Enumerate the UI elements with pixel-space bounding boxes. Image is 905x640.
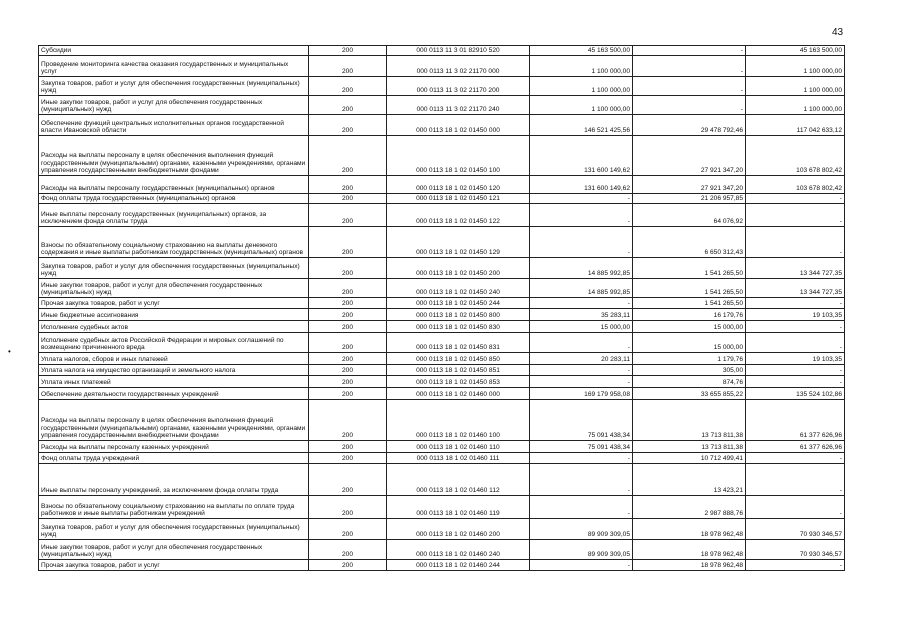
row-approved-amount: 146 521 425,56 (530, 115, 633, 136)
row-budget-classification-code: 000 0113 18 1 02 01460 111 (387, 453, 530, 464)
row-line-code: 200 (309, 353, 387, 365)
row-budget-classification-code: 000 0113 18 1 02 01460 240 (387, 540, 530, 560)
row-budget-classification-code: 000 0113 18 1 02 01450 244 (387, 298, 530, 309)
table-row (39, 258, 845, 279)
row-unexecuted-amount: 70 930 346,57 (746, 519, 845, 540)
row-unexecuted-amount: 13 344 727,35 (746, 258, 845, 279)
row-approved-amount: - (530, 204, 633, 227)
row-executed-amount: 1 179,76 (633, 353, 746, 365)
row-budget-classification-code: 000 0113 18 1 02 01450 120 (387, 176, 530, 194)
row-approved-amount: 45 163 500,00 (530, 46, 633, 56)
row-approved-amount: 131 600 149,62 (530, 136, 633, 176)
table-row (39, 96, 845, 115)
row-name: Взносы по обязательному социальному страхованию на выплаты по оплате труда работников и иные выплаты работникам учреждений (39, 496, 309, 519)
row-line-code: 200 (309, 560, 387, 571)
table-row (39, 400, 845, 441)
row-budget-classification-code: 000 0113 18 1 02 01450 800 (387, 309, 530, 321)
row-line-code: 200 (309, 96, 387, 115)
row-executed-amount: 64 076,92 (633, 204, 746, 227)
row-budget-classification-code: 000 0113 11 3 02 21170 200 (387, 77, 530, 96)
row-name: Иные закупки товаров, работ и услуг для обеспечения государственных (муниципальных) нужд (39, 279, 309, 298)
row-unexecuted-amount: 135 524 102,86 (746, 388, 845, 400)
row-name: Исполнение судебных актов (39, 321, 309, 333)
row-approved-amount: - (530, 464, 633, 496)
row-name: Расходы на выплаты персоналу в целях обеспечения выполнения функций государственными (муниципальными) органами, казенными учреждениями, органами управления государственными внебюджетными фондами (39, 400, 309, 441)
row-line-code: 200 (309, 376, 387, 388)
row-budget-classification-code: 000 0113 18 1 02 01450 122 (387, 204, 530, 227)
row-budget-classification-code: 000 0113 18 1 02 01450 850 (387, 353, 530, 365)
row-name: Иные закупки товаров, работ и услуг для обеспечения государственных (муниципальных) нужд (39, 96, 309, 115)
row-budget-classification-code: 000 0113 18 1 02 01460 244 (387, 560, 530, 571)
row-executed-amount: 29 478 792,46 (633, 115, 746, 136)
row-approved-amount: - (530, 194, 633, 204)
row-unexecuted-amount: - (746, 204, 845, 227)
row-budget-classification-code: 000 0113 18 1 02 01450 240 (387, 279, 530, 298)
row-line-code: 200 (309, 496, 387, 519)
table-row (39, 519, 845, 540)
row-budget-classification-code: 000 0113 18 1 02 01460 112 (387, 464, 530, 496)
row-line-code: 200 (309, 258, 387, 279)
row-executed-amount: 15 000,00 (633, 321, 746, 333)
row-unexecuted-amount: - (746, 376, 845, 388)
table-row (39, 560, 845, 571)
row-budget-classification-code: 000 0113 18 1 02 01450 851 (387, 365, 530, 376)
table-row (39, 176, 845, 194)
row-budget-classification-code: 000 0113 18 1 02 01450 853 (387, 376, 530, 388)
table-row (39, 464, 845, 496)
row-unexecuted-amount: 103 678 802,42 (746, 136, 845, 176)
row-budget-classification-code: 000 0113 18 1 02 01450 100 (387, 136, 530, 176)
row-line-code: 200 (309, 309, 387, 321)
row-approved-amount: - (530, 376, 633, 388)
row-executed-amount: 1 541 265,50 (633, 258, 746, 279)
row-line-code: 200 (309, 176, 387, 194)
row-name: Фонд оплаты труда учреждений (39, 453, 309, 464)
row-executed-amount: 27 921 347,20 (633, 136, 746, 176)
row-unexecuted-amount: 103 678 802,42 (746, 176, 845, 194)
row-line-code: 200 (309, 333, 387, 353)
table-row (39, 227, 845, 258)
row-line-code: 200 (309, 441, 387, 453)
row-budget-classification-code: 000 0113 18 1 02 01460 119 (387, 496, 530, 519)
row-executed-amount: 18 978 962,48 (633, 519, 746, 540)
row-approved-amount: 1 100 000,00 (530, 56, 633, 77)
row-unexecuted-amount: 19 103,35 (746, 353, 845, 365)
row-name: Субсидии (39, 46, 309, 56)
row-approved-amount: - (530, 365, 633, 376)
row-line-code: 200 (309, 227, 387, 258)
row-unexecuted-amount: - (746, 496, 845, 519)
row-unexecuted-amount: 70 930 346,57 (746, 540, 845, 560)
row-executed-amount: 18 978 962,48 (633, 540, 746, 560)
row-line-code: 200 (309, 77, 387, 96)
row-name: Иные выплаты персоналу учреждений, за исключением фонда оплаты труда (39, 464, 309, 496)
row-line-code: 200 (309, 400, 387, 441)
row-budget-classification-code: 000 0113 18 1 02 01460 110 (387, 441, 530, 453)
row-name: Обеспечение деятельности государственных учреждений (39, 388, 309, 400)
row-name: Закупка товаров, работ и услуг для обеспечения государственных (муниципальных) нужд (39, 77, 309, 96)
row-budget-classification-code: 000 0113 18 1 02 01450 000 (387, 115, 530, 136)
row-line-code: 200 (309, 194, 387, 204)
row-approved-amount: 14 885 992,85 (530, 279, 633, 298)
row-unexecuted-amount: 19 103,35 (746, 309, 845, 321)
row-name: Расходы на выплаты персоналу в целях обеспечения выполнения функций государственными (муниципальными) органами, казенными учреждениями, органами управления государственными внебюджетными фондами (39, 136, 309, 176)
row-executed-amount: 27 921 347,20 (633, 176, 746, 194)
row-approved-amount: 131 600 149,62 (530, 176, 633, 194)
scan-dot: • (8, 347, 11, 356)
row-executed-amount: 1 541 265,50 (633, 279, 746, 298)
row-budget-classification-code: 000 0113 18 1 02 01460 000 (387, 388, 530, 400)
row-name: Закупка товаров, работ и услуг для обеспечения государственных (муниципальных) нужд (39, 258, 309, 279)
row-budget-classification-code: 000 0113 18 1 02 01450 121 (387, 194, 530, 204)
row-budget-classification-code: 000 0113 11 3 02 21170 000 (387, 56, 530, 77)
row-unexecuted-amount: - (746, 298, 845, 309)
table-row (39, 540, 845, 560)
row-budget-classification-code: 000 0113 18 1 02 01460 200 (387, 519, 530, 540)
row-unexecuted-amount: - (746, 194, 845, 204)
table-row (39, 333, 845, 353)
budget-table (38, 45, 845, 571)
row-approved-amount: - (530, 227, 633, 258)
row-approved-amount: - (530, 496, 633, 519)
row-executed-amount: 874,76 (633, 376, 746, 388)
row-line-code: 200 (309, 279, 387, 298)
row-line-code: 200 (309, 115, 387, 136)
row-unexecuted-amount: 117 042 633,12 (746, 115, 845, 136)
table-row (39, 365, 845, 376)
row-approved-amount: 1 100 000,00 (530, 96, 633, 115)
row-approved-amount: 89 909 309,05 (530, 519, 633, 540)
row-executed-amount: 18 978 962,48 (633, 560, 746, 571)
table-row (39, 77, 845, 96)
row-approved-amount: 20 283,11 (530, 353, 633, 365)
row-executed-amount: 15 000,00 (633, 333, 746, 353)
row-budget-classification-code: 000 0113 18 1 02 01460 100 (387, 400, 530, 441)
row-budget-classification-code: 000 0113 18 1 02 01450 129 (387, 227, 530, 258)
row-executed-amount: - (633, 96, 746, 115)
table-row (39, 453, 845, 464)
row-executed-amount: 16 179,76 (633, 309, 746, 321)
row-name: Обеспечение функций центральных исполнительных органов государственной власти Ивановской области (39, 115, 309, 136)
table-row (39, 388, 845, 400)
row-name: Расходы на выплаты персоналу государственных (муниципальных) органов (39, 176, 309, 194)
row-name: Фонд оплаты труда государственных (муниципальных) органов (39, 194, 309, 204)
table-row (39, 115, 845, 136)
row-approved-amount: 15 000,00 (530, 321, 633, 333)
row-budget-classification-code: 000 0113 11 3 02 21170 240 (387, 96, 530, 115)
row-name: Иные бюджетные ассигнования (39, 309, 309, 321)
row-unexecuted-amount: - (746, 333, 845, 353)
row-approved-amount: - (530, 560, 633, 571)
page-number: 43 (832, 27, 844, 38)
row-unexecuted-amount: - (746, 227, 845, 258)
row-name: Прочая закупка товаров, работ и услуг (39, 560, 309, 571)
row-line-code: 200 (309, 56, 387, 77)
row-line-code: 200 (309, 540, 387, 560)
row-line-code: 200 (309, 136, 387, 176)
row-approved-amount: - (530, 453, 633, 464)
row-name: Расходы на выплаты персоналу казенных учреждений (39, 441, 309, 453)
table-row (39, 496, 845, 519)
row-name: Иные выплаты персоналу государственных (муниципальных) органов, за исключением фонда оплаты труда (39, 204, 309, 227)
row-name: Уплата иных платежей (39, 376, 309, 388)
row-line-code: 200 (309, 365, 387, 376)
row-approved-amount: 14 885 992,85 (530, 258, 633, 279)
table-row (39, 194, 845, 204)
row-unexecuted-amount: - (746, 560, 845, 571)
row-budget-classification-code: 000 0113 18 1 02 01450 831 (387, 333, 530, 353)
row-budget-classification-code: 000 0113 18 1 02 01450 830 (387, 321, 530, 333)
table-row (39, 204, 845, 227)
row-executed-amount: - (633, 56, 746, 77)
row-approved-amount: 35 283,11 (530, 309, 633, 321)
row-executed-amount: - (633, 77, 746, 96)
row-name: Исполнение судебных актов Российской Федерации и мировых соглашений по возмещению причиненного вреда (39, 333, 309, 353)
row-line-code: 200 (309, 453, 387, 464)
row-executed-amount: 10 712 499,41 (633, 453, 746, 464)
row-name: Взносы по обязательному социальному страхованию на выплаты денежного содержания и иные выплаты работникам государственных (муниципальных) органов (39, 227, 309, 258)
table-row (39, 309, 845, 321)
table-row (39, 353, 845, 365)
row-budget-classification-code: 000 0113 11 3 01 82910 520 (387, 46, 530, 56)
row-name: Прочая закупка товаров, работ и услуг (39, 298, 309, 309)
row-line-code: 200 (309, 519, 387, 540)
table-row (39, 136, 845, 176)
row-name: Уплата налога на имущество организаций и земельного налога (39, 365, 309, 376)
row-executed-amount: 13 713 811,38 (633, 400, 746, 441)
budget-table-body (39, 46, 845, 571)
row-approved-amount: 89 909 309,05 (530, 540, 633, 560)
row-unexecuted-amount: 61 377 626,96 (746, 441, 845, 453)
row-executed-amount: 13 423,21 (633, 464, 746, 496)
row-approved-amount: 169 179 958,08 (530, 388, 633, 400)
table-row (39, 298, 845, 309)
row-executed-amount: 21 206 957,85 (633, 194, 746, 204)
row-name: Проведение мониторинга качества оказания государственных и муниципальных услуг (39, 56, 309, 77)
row-line-code: 200 (309, 46, 387, 56)
row-unexecuted-amount: 1 100 000,00 (746, 77, 845, 96)
row-approved-amount: - (530, 298, 633, 309)
row-line-code: 200 (309, 204, 387, 227)
row-executed-amount: 33 655 855,22 (633, 388, 746, 400)
row-name: Иные закупки товаров, работ и услуг для обеспечения государственных (муниципальных) нужд (39, 540, 309, 560)
row-line-code: 200 (309, 388, 387, 400)
row-line-code: 200 (309, 464, 387, 496)
row-unexecuted-amount: - (746, 321, 845, 333)
table-row (39, 376, 845, 388)
row-approved-amount: - (530, 333, 633, 353)
table-row (39, 279, 845, 298)
row-line-code: 200 (309, 321, 387, 333)
row-approved-amount: 75 091 438,34 (530, 400, 633, 441)
row-unexecuted-amount: 45 163 500,00 (746, 46, 845, 56)
row-executed-amount: 13 713 811,38 (633, 441, 746, 453)
table-row (39, 46, 845, 56)
row-unexecuted-amount: 13 344 727,35 (746, 279, 845, 298)
row-unexecuted-amount: 1 100 000,00 (746, 96, 845, 115)
row-unexecuted-amount: - (746, 365, 845, 376)
row-budget-classification-code: 000 0113 18 1 02 01450 200 (387, 258, 530, 279)
row-executed-amount: 305,00 (633, 365, 746, 376)
row-executed-amount: - (633, 46, 746, 56)
row-executed-amount: 6 650 312,43 (633, 227, 746, 258)
row-line-code: 200 (309, 298, 387, 309)
row-unexecuted-amount: 61 377 626,96 (746, 400, 845, 441)
row-approved-amount: 1 100 000,00 (530, 77, 633, 96)
row-unexecuted-amount: - (746, 453, 845, 464)
row-name: Закупка товаров, работ и услуг для обеспечения государственных (муниципальных) нужд (39, 519, 309, 540)
table-row (39, 441, 845, 453)
row-executed-amount: 2 987 888,76 (633, 496, 746, 519)
table-row (39, 56, 845, 77)
row-unexecuted-amount: 1 100 000,00 (746, 56, 845, 77)
row-unexecuted-amount: - (746, 464, 845, 496)
row-executed-amount: 1 541 265,50 (633, 298, 746, 309)
row-name: Уплата налогов, сборов и иных платежей (39, 353, 309, 365)
table-row (39, 321, 845, 333)
row-approved-amount: 75 091 438,34 (530, 441, 633, 453)
